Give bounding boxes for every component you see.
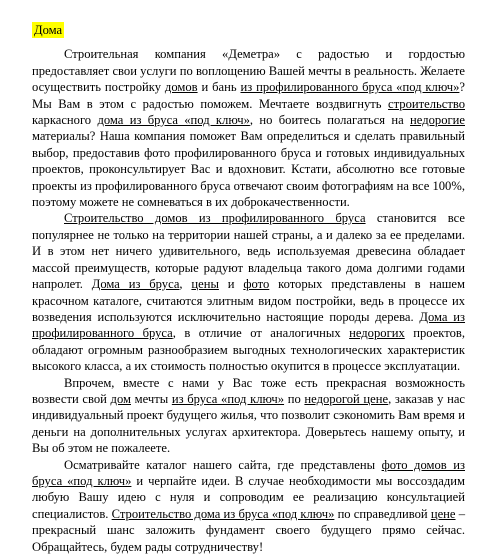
text-run: , (179, 277, 192, 292)
text-run: , заказав у нас индивидуальный проект будущего жилья, что позволит сэкономить Вам время и деньги на дополнительных услугах архитектора. Доверьтесь нашему опыту, и Вы об этом не пожалеете. (32, 391, 466, 456)
paragraph (32, 46, 465, 210)
text-run: ? Мы Вам в этом с радостью поможем. Мечтаете воздвигнуть (32, 80, 465, 111)
text-link[interactable]: домов (164, 80, 198, 95)
text-link[interactable]: из профилированного бруса «под ключ» (240, 80, 460, 95)
text-run: Строительная компания «Деметра» с радостью и гордостью предоставляет свои услуги по воплощению Вашей мечты в реальность. Желаете осуществить постройку (32, 47, 465, 95)
text-run: Осматривайте каталог нашего сайта, где представлены (64, 457, 382, 472)
text-link[interactable]: Дома из бруса (91, 277, 180, 292)
text-run: , в отличие от аналогичных (172, 326, 350, 341)
text-run: , но боитесь полагаться на (249, 113, 411, 128)
text-run: по (284, 391, 305, 406)
text-run: становится все популярнее не только на территории нашей страны, а и далеко за ее пределами. И в этом нет ничего удивительного, ведь используемая древесина обладает массой преимуществ, которые радуют владельца такого дома долгими годами напролет. (32, 211, 465, 292)
text-link[interactable]: Строительство домов из профилированного бруса (64, 211, 366, 226)
text-link[interactable]: из бруса «под ключ» (171, 391, 285, 406)
paragraph (32, 375, 465, 457)
text-run: – прекрасный шанс заложить фундамент своего будущего прямо сейчас. Обращайтесь, будем рады сотрудничеству! (32, 506, 466, 554)
text-run: Впрочем, вместе с нами у Вас тоже есть прекрасная возможность возвести свой (32, 375, 465, 406)
text-link[interactable]: недорогие (410, 113, 465, 128)
paragraph (32, 210, 465, 374)
text-run: по справедливой (334, 506, 431, 521)
text-link[interactable]: фото домов из бруса «под ключ» (32, 457, 465, 488)
text-run: которых представлены в нашем красочном каталоге, считаются элитным видом постройки, ведь в процессе их возведения используются исключительно настоящие породы дерева. (32, 277, 465, 324)
text-link[interactable]: дома из бруса «под ключ» (97, 113, 250, 128)
text-link[interactable]: недорогих (349, 326, 405, 341)
text-run: и черпайте идеи. В случае необходимости мы воссоздадим любую Вашу идею с нуля и сопроводим ее реализацию консультацией специалистов. (32, 473, 465, 521)
text-link[interactable]: Дома из профилированного бруса (32, 309, 466, 341)
text-run: проектов, обладают огромным разнообразием выгодных технологических характеристик высокого класса, а их стоимость полностью окупится в процессе эксплуатации. (32, 326, 465, 374)
text-run: и (218, 277, 244, 292)
text-link[interactable]: недорогой цене (304, 391, 389, 406)
text-link[interactable]: цены (191, 277, 219, 292)
paragraph (32, 457, 465, 555)
document-body (32, 46, 465, 555)
text-link[interactable]: цене (430, 506, 456, 521)
page-title: Дома (34, 23, 63, 37)
text-run: мечты (130, 391, 172, 406)
text-run: материалы? Наша компания поможет Вам определиться и сделать правильный выбор, предоставив фото профилированного бруса и готовых индивидуальных проектов, проконсультирует Вас и вдохновит. Кстати, абсолютно все готовые проекты из профилированного бруса отвечают своим фотографиям на все 100%, поэтому можете не сомневаться в их доброкачественности. (32, 129, 465, 210)
text-link[interactable]: фото (243, 277, 270, 292)
text-run: и бань (197, 80, 241, 95)
text-link[interactable]: строительство (388, 96, 465, 111)
text-link[interactable]: дом (110, 391, 131, 406)
text-run: каркасного (32, 113, 98, 128)
text-link[interactable]: Строительство дома из бруса «под ключ» (111, 506, 335, 521)
